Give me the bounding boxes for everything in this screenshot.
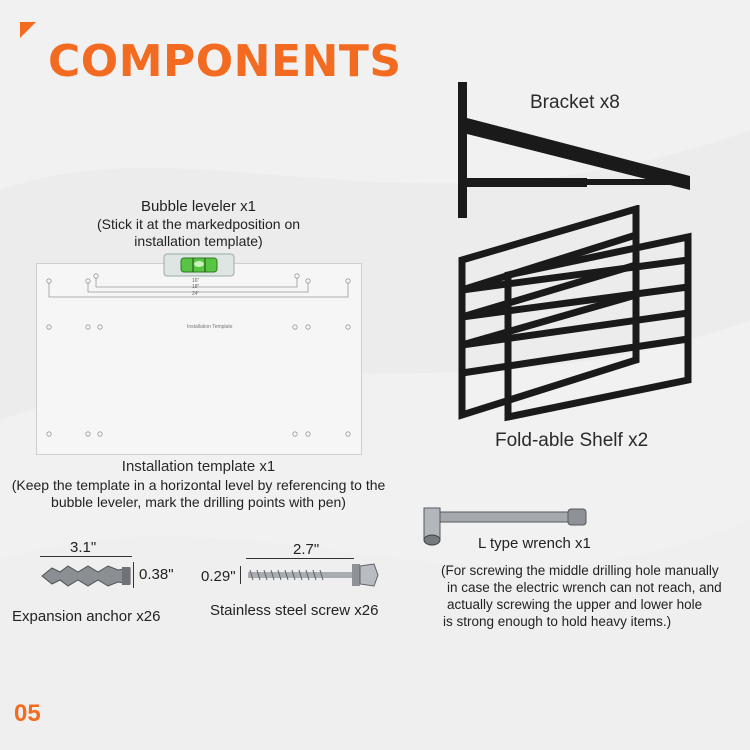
wrench-note — [441, 562, 722, 630]
corner-accent-icon — [20, 22, 36, 38]
bubble-level-icon — [163, 252, 235, 278]
wrench-note-line-4: is strong enough to hold heavy items.) — [443, 614, 672, 629]
shelf-label: Fold-able Shelf x2 — [495, 430, 649, 451]
anchor-length: 3.1" — [70, 539, 97, 556]
installation-template-note: (Keep the template in a horizontal level by referencing to the bubble leveler, mark the drilling points with pen) — [11, 477, 386, 510]
page-number: 05 — [14, 700, 41, 727]
wrench-note-line-3: actually screwing the upper and lower hole — [447, 597, 703, 612]
expansion-anchor-label: Expansion anchor x26 — [12, 608, 161, 625]
anchor-diameter: 0.38" — [139, 566, 174, 583]
template-dim-16: 16" — [192, 278, 200, 284]
screw-diameter-line — [240, 566, 241, 584]
wrench-note-line-1: (For screwing the middle drilling hole manually — [441, 563, 719, 578]
page-title: COMPONENTS — [48, 36, 402, 87]
anchor-diameter-line — [133, 562, 134, 588]
template-dim-18: 18" — [192, 284, 200, 290]
wrench-label: L type wrench x1 — [478, 535, 591, 552]
template-inner-label: Installation Template — [187, 324, 233, 330]
screw-length: 2.7" — [293, 541, 320, 558]
expansion-anchor-icon — [38, 560, 134, 592]
stainless-screw-icon — [244, 560, 380, 590]
installation-template-label: Installation template x1 — [121, 458, 276, 475]
bubble-leveler-label: Bubble leveler x1 — [140, 198, 257, 215]
installation-template — [36, 263, 362, 455]
bracket-label: Bracket x8 — [530, 92, 620, 113]
screw-label: Stainless steel screw x26 — [210, 602, 379, 619]
screw-diameter: 0.29" — [201, 568, 236, 585]
anchor-length-line — [40, 556, 132, 557]
shelf-illustration — [450, 205, 695, 425]
wrench-note-line-2: in case the electric wrench can not reach, and — [447, 580, 722, 595]
template-dim-24: 24" — [192, 291, 200, 297]
bubble-leveler-note: (Stick it at the markedposition on installation template) — [96, 216, 301, 249]
screw-length-line — [246, 558, 354, 559]
